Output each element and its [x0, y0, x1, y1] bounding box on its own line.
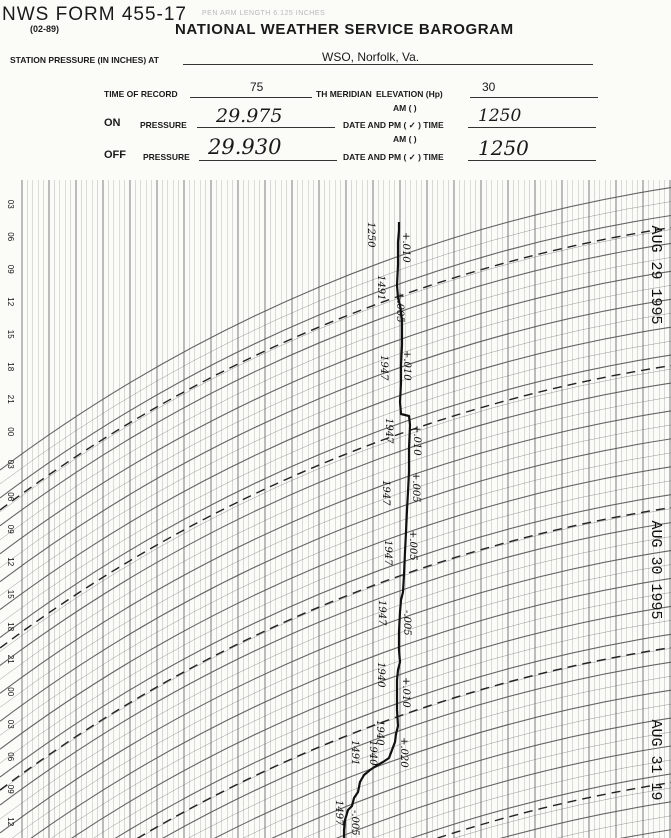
off-am-label: AM ( )	[393, 134, 417, 144]
correction-note: +.005	[407, 530, 418, 561]
on-pressure-value[interactable]: 29.975	[216, 105, 283, 127]
on-date-pm-label: DATE AND PM ( ✓ ) TIME	[343, 120, 444, 130]
on-time-value[interactable]: 1250	[478, 106, 522, 126]
barogram-chart	[0, 180, 671, 838]
reading-note: 1497	[333, 800, 344, 826]
station-rule	[183, 64, 593, 65]
off-time-rule	[468, 160, 596, 161]
hour-label: 12	[6, 297, 15, 307]
correction-note: +.005	[394, 292, 405, 323]
elevation-rule	[470, 97, 598, 98]
form-title: NATIONAL WEATHER SERVICE BAROGRAM	[175, 21, 514, 38]
form-date: (02-89)	[30, 24, 60, 34]
elevation-label: ELEVATION (Hp)	[376, 89, 443, 99]
hour-label: 06	[6, 232, 15, 242]
hour-label: 06	[6, 752, 15, 762]
correction-note: +.010	[411, 425, 422, 456]
reading-note: 1491	[349, 740, 360, 766]
time-of-record-value[interactable]: 75	[250, 80, 264, 94]
date-stamp: AUG 29 1995	[647, 225, 664, 325]
pen-arm-note: PEN ARM LENGTH 6.125 INCHES	[202, 10, 326, 17]
hour-label: 18	[6, 622, 15, 632]
correction-note: +.010	[400, 677, 411, 708]
hour-label: 00	[6, 427, 15, 437]
reading-note: 1250	[365, 222, 376, 248]
on-am-label: AM ( )	[393, 103, 417, 113]
time-of-record-label: TIME OF RECORD	[104, 89, 178, 99]
off-pressure-label: PRESSURE	[143, 152, 190, 162]
hour-label: 09	[6, 264, 15, 274]
date-stamp: AUG 30 1995	[647, 520, 664, 620]
date-stamp: AUG 31 19	[647, 719, 664, 801]
station-value[interactable]: WSO, Norfolk, Va.	[322, 50, 420, 64]
correction-note: -.005	[349, 810, 360, 836]
off-pressure-value[interactable]: 29.930	[208, 135, 282, 159]
reading-note: 1947	[378, 355, 389, 381]
off-label: OFF	[104, 149, 126, 161]
correction-note: +.010	[401, 350, 412, 381]
hour-label: 21	[6, 654, 15, 664]
hour-label: 12	[6, 557, 15, 567]
on-pressure-rule	[197, 127, 335, 128]
reading-note: 1491	[375, 275, 386, 301]
hour-label: 12	[6, 817, 15, 827]
hour-label: 03	[6, 199, 15, 209]
on-pressure-label: PRESSURE	[140, 120, 187, 130]
reading-note: 1947	[380, 480, 391, 506]
hour-label: 09	[6, 524, 15, 534]
hour-label: 09	[6, 784, 15, 794]
on-time-rule	[468, 127, 596, 128]
on-label: ON	[104, 117, 121, 129]
reading-note: 1940	[367, 740, 378, 766]
hour-label: 03	[6, 719, 15, 729]
hour-label: 00	[6, 687, 15, 697]
hour-label: 03	[6, 459, 15, 469]
hour-label: 21	[6, 394, 15, 404]
hour-label: 18	[6, 362, 15, 372]
hour-label: 06	[6, 492, 15, 502]
correction-note: +.020	[398, 737, 409, 768]
meridian-label: TH MERIDIAN	[316, 89, 372, 99]
off-date-pm-label: DATE AND PM ( ✓ ) TIME	[343, 152, 444, 162]
off-time-value[interactable]: 1250	[478, 136, 529, 160]
hour-label: 15	[6, 329, 15, 339]
reading-note: 1947	[383, 418, 394, 444]
station-label: STATION PRESSURE (IN INCHES) AT	[10, 55, 159, 65]
form-number: NWS FORM 455-17	[2, 4, 187, 25]
pressure-gridlines	[22, 180, 670, 838]
correction-note: +.010	[400, 232, 411, 263]
reading-note: 1947	[376, 600, 387, 626]
off-pressure-rule	[199, 160, 337, 161]
correction-note: +.005	[410, 472, 421, 503]
correction-note: -.005	[401, 610, 412, 636]
time-of-record-rule	[190, 97, 312, 98]
reading-note: 1940	[374, 720, 385, 746]
elevation-value[interactable]: 30	[482, 80, 496, 94]
reading-note: 1947	[382, 540, 393, 566]
hour-label: 15	[6, 589, 15, 599]
reading-note: 1940	[375, 662, 386, 688]
chart-paper	[0, 180, 671, 838]
